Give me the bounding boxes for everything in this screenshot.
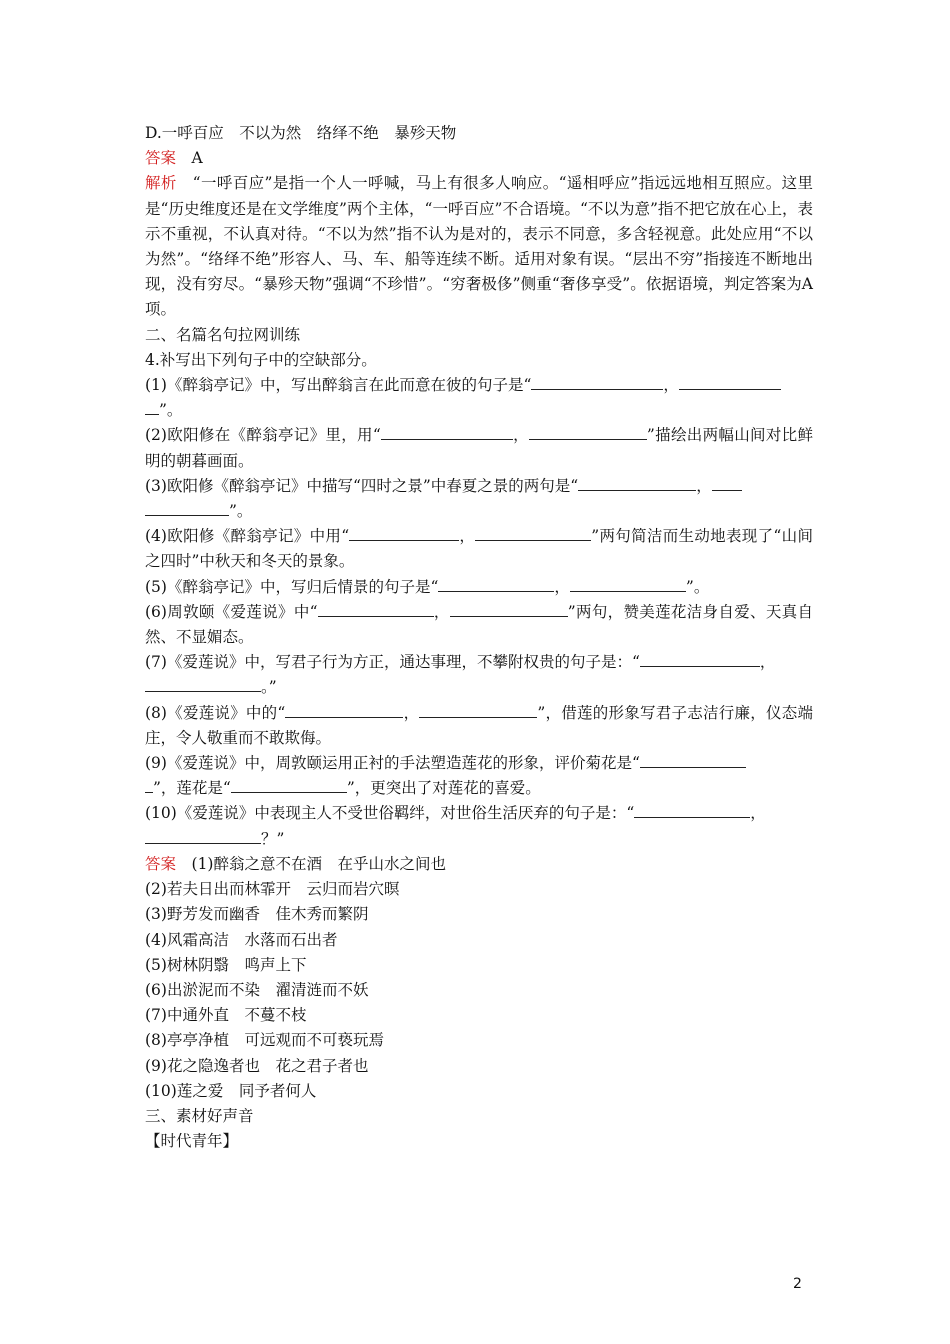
blank [640, 751, 746, 768]
answer-8: (8)亭亭净植 可远观而不可亵玩焉 [145, 1031, 384, 1050]
question-2 [145, 423, 813, 473]
blank [145, 499, 229, 516]
answer-text: (1)醉翁之意不在酒 在乎山水之间也 [176, 854, 446, 873]
question-10-end: ？” [261, 829, 285, 848]
answer-7: (7)中通外直 不蔓不枝 [145, 1006, 307, 1025]
question-10-text: (10)《爱莲说》中表现主人不受世俗羁绊，对世俗生活厌弃的句子是：“ [145, 804, 635, 823]
question-3-end: ”。 [229, 502, 253, 521]
blank [318, 600, 434, 617]
question-1 [145, 373, 813, 423]
question-4-end: ”两句简洁而生动地表现了“山间之四时”中秋天和冬天的景象。 [145, 527, 813, 571]
comma: ， [554, 577, 570, 596]
answer-label: 答案 [145, 149, 177, 168]
comma: ， [512, 426, 529, 445]
blank [450, 600, 568, 617]
answer-10: (10)莲之爱 同予者何人 [145, 1081, 317, 1100]
blank [349, 524, 459, 541]
question-4-text: (4)欧阳修《醉翁亭记》中用“ [145, 527, 350, 546]
blank [679, 373, 781, 390]
question-6-end: ”两句，赞美莲花洁身自爱、天真自然、不显媚态。 [145, 602, 813, 647]
page-number: 2 [793, 1276, 802, 1292]
comma: ， [759, 653, 776, 672]
subheading: 【时代青年】 [145, 1132, 239, 1151]
answer-4: (4)风霜高洁 水落而石出者 [145, 930, 338, 949]
question-2-text: (2)欧阳修在《醉翁亭记》里，用“ [145, 426, 381, 445]
comma: ， [750, 804, 766, 823]
blank [529, 423, 647, 440]
blank [531, 373, 663, 390]
blank [145, 827, 261, 844]
question-5-end: ”。 [685, 577, 710, 596]
question-1-text: (1)《醉翁亭记》中，写出醉翁言在此而意在彼的句子是“ [145, 376, 532, 395]
question-7-text: (7)《爱莲说》中，写君子行为方正，通达事理，不攀附权贵的句子是：“ [145, 653, 640, 672]
question-1-end: ”。 [159, 401, 183, 420]
question-9 [145, 751, 813, 801]
question-9-end: ”，更突出了对莲花的喜爱。 [346, 779, 541, 798]
comma: ， [403, 703, 420, 722]
blank [578, 474, 696, 491]
answer-1 [145, 852, 813, 877]
comma: ， [459, 527, 476, 546]
blank [438, 575, 554, 592]
blank [145, 398, 159, 415]
blank [145, 675, 261, 692]
question-3-text: (3)欧阳修《醉翁亭记》中描写“四时之景”中春夏之景的两句是“ [145, 476, 579, 495]
question-8 [145, 701, 813, 751]
analysis-text: “一呼百应”是指一个人一呼喊，马上有很多人响应。“遥相呼应”指远远地相互照应。这里是“历史维度还是在文学维度”两个主体，“一呼百应”不合语境。“不以为意”指不把它放在心上，表示不重视，不认真对待。“不以为然”指不认为是对的，表示不同意，多含轻视意。此处应用“不以为然”。“络绎不绝”形容人、马、车、船等连续不断。适用对象有误。“层出不穷”指接连不断地出现，没有穷尽。“暴殄天物”强调“不珍惜”。“穷奢极侈”侧重“奢侈享受”。依据语境，判定答案为A项。 [145, 174, 813, 319]
comma: ， [433, 602, 450, 621]
answer-9: (9)花之隐逸者也 花之君子者也 [145, 1056, 369, 1075]
answer-5: (5)树林阴翳 鸣声上下 [145, 955, 307, 974]
question-9-mid: ”，莲花是“ [153, 779, 231, 798]
analysis-paragraph [145, 171, 813, 322]
question-9-text: (9)《爱莲说》中，周敦颐运用正衬的手法塑造莲花的形象，评价菊花是“ [145, 754, 640, 773]
question-3 [145, 474, 813, 524]
answer-2: (2)若夫日出而林霏开 云归而岩穴暝 [145, 880, 400, 899]
blank [231, 776, 347, 793]
blank [475, 524, 591, 541]
answer-line [145, 146, 813, 171]
answer-3: (3)野芳发而幽香 佳木秀而繁阴 [145, 905, 369, 924]
analysis-label: 解析 [145, 174, 177, 193]
section-3-title: 三、素材好声音 [145, 1106, 254, 1125]
question-8-text: (8)《爱莲说》中的“ [145, 703, 286, 722]
comma: ， [696, 476, 712, 495]
blank [640, 650, 760, 667]
question-7-end: 。” [261, 678, 277, 697]
blank [634, 801, 750, 818]
answers-label: 答案 [145, 854, 177, 873]
blank [712, 474, 742, 491]
page-content [145, 121, 813, 1154]
question-6-text: (6)周敦颐《爱莲说》中“ [145, 602, 318, 621]
question-4-title: 4.补写出下列句子中的空缺部分。 [145, 350, 377, 369]
question-4 [145, 524, 813, 574]
question-2-end: ”描绘出两幅山间对比鲜明的朝暮画面。 [145, 426, 813, 470]
section-2-title: 二、名篇名句拉网训练 [145, 325, 301, 344]
question-6 [145, 600, 813, 650]
question-10 [145, 801, 813, 851]
option-d: D.一呼百应 不以为然 络绎不绝 暴殄天物 [145, 124, 457, 142]
question-5 [145, 575, 813, 600]
blank [381, 423, 513, 440]
question-7 [145, 650, 813, 700]
answer-6: (6)出淤泥而不染 濯清涟而不妖 [145, 980, 369, 999]
blank [570, 575, 686, 592]
blank [285, 701, 403, 718]
blank [145, 776, 153, 793]
question-8-end: ”，借莲的形象写君子志洁行廉，仪态端庄，令人敬重而不敢欺侮。 [145, 703, 813, 747]
comma: ， [663, 376, 679, 395]
question-5-text: (5)《醉翁亭记》中，写归后情景的句子是“ [145, 577, 439, 596]
answer-value: A [191, 149, 203, 168]
blank [419, 701, 537, 718]
